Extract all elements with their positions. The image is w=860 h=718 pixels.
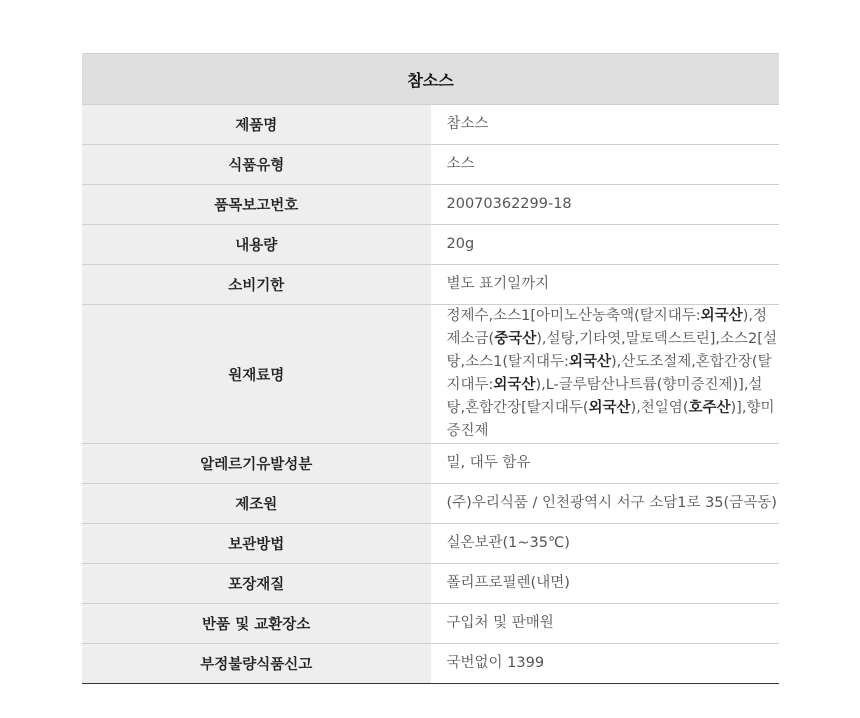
row-value: 소스 [431,145,780,185]
ingredient-segment: ),설탕,기타엿,말토덱스트린],소스2[설탕,소스1(탈지대두: [446,331,777,370]
row-label: 반품 및 교환장소 [82,604,431,644]
row-value: 국번없이 1399 [431,644,780,684]
row-label: 보관방법 [82,524,431,564]
row-value: 구입처 및 판매원 [431,604,780,644]
row-value: 참소스 [431,105,780,145]
table-row [82,105,779,145]
row-label: 원재료명 [82,305,431,444]
row-label: 식품유형 [82,145,431,185]
ingredient-segment: ),L-글루탐산나트륨(향미증진제)],설탕,혼합간장[탈지대두( [446,377,763,416]
row-value: 별도 표기일까지 [431,265,780,305]
table-row [82,644,779,684]
row-label: 제품명 [82,105,431,145]
origin-highlight: 외국산 [700,308,743,324]
ingredient-segment: ),정제소금( [446,308,767,347]
row-value: 20g [431,225,780,265]
table-row [82,484,779,524]
table-row [82,524,779,564]
row-label: 포장재질 [82,564,431,604]
row-value: 폴리프로필렌(내면) [431,564,780,604]
ingredient-segment: )],향미증진제 [446,400,775,439]
origin-highlight: 외국산 [493,377,536,393]
table-title-row [82,54,779,105]
table-row [82,444,779,484]
row-value: 20070362299-18 [431,185,780,225]
table-row [82,145,779,185]
table-row [82,185,779,225]
table-row [82,604,779,644]
origin-highlight: 호주산 [688,400,731,416]
origin-highlight: 중국산 [494,331,537,347]
origin-highlight: 외국산 [568,354,611,370]
row-label: 내용량 [82,225,431,265]
row-label: 품목보고번호 [82,185,431,225]
table-row [82,265,779,305]
row-label: 제조원 [82,484,431,524]
row-value: (주)우리식품 / 인천광역시 서구 소담1로 35(금곡동) [431,484,780,524]
product-info-table [82,53,779,684]
row-label: 알레르기유발성분 [82,444,431,484]
row-label: 소비기한 [82,265,431,305]
origin-highlight: 외국산 [588,400,631,416]
row-value: 실온보관(1~35℃) [431,524,780,564]
table-row [82,564,779,604]
ingredient-segment: ),천일염( [630,400,689,416]
ingredient-segment: ),산도조절제,혼합간장(탈지대두: [446,354,772,393]
row-label: 부정불량식품신고 [82,644,431,684]
ingredient-segment: 정제수,소스1[아미노산농축액(탈지대두: [446,308,701,324]
table-row [82,225,779,265]
table-title: 참소스 [82,54,779,105]
row-value: 밀, 대두 함유 [431,444,780,484]
table-row [82,305,779,444]
ingredients-value [431,305,780,444]
